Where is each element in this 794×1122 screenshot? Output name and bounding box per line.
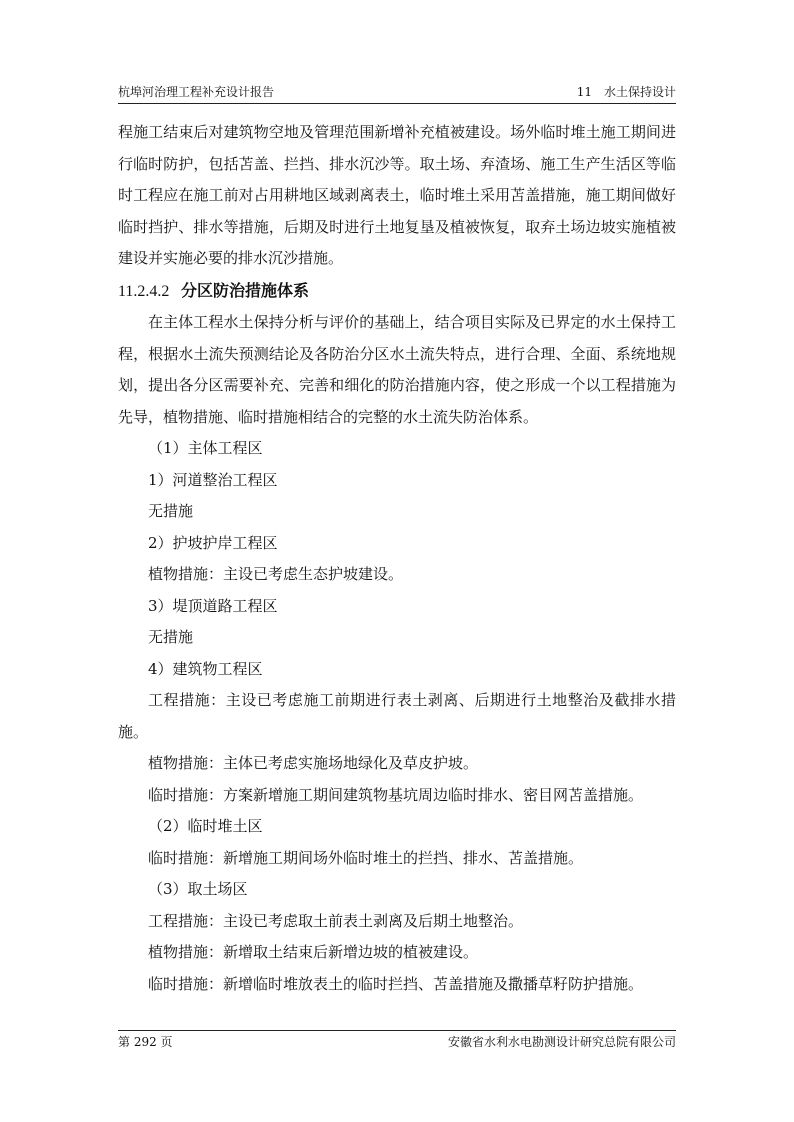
list-item: 1）河道整治工程区 (148, 470, 278, 489)
list-item: 工程措施：主设已考虑取土前表土剥离及后期土地整治。 (148, 911, 524, 930)
section-heading (118, 275, 676, 308)
list-item: 临时措施：方案新增施工期间建筑物基坑周边临时排水、密目网苫盖措施。 (148, 785, 644, 804)
list-item: 无措施 (148, 628, 194, 646)
list-item: 植物措施：新增取土结束后新增边坡的植被建设。 (148, 943, 479, 961)
chapter-title: 11 水土保持设计 (576, 85, 676, 99)
footer-divider (118, 1030, 676, 1031)
list-item: 4）建筑物工程区 (148, 659, 263, 678)
list-item: 植物措施：主设已考虑生态护坡建设。 (148, 565, 404, 583)
page-body (118, 117, 676, 1000)
list-item: 临时措施：新增施工期间场外临时堆土的拦挡、排水、苫盖措施。 (148, 848, 584, 867)
page-header (118, 82, 676, 102)
section-paragraph: 在主体工程水土保持分析与评价的基础上，结合项目实际及已界定的水土保持工程，根据水土流失预测结论及各防治分区水土流失特点，进行合理、全面、系统地规划，提出各分区需要补充、完善和细化的防治措施内容，使之形成一个以工程措施为先导，植物措施、临时措施相结合的完整的水土流失防治体系。 (118, 313, 676, 426)
list-item: 3）堤顶道路工程区 (148, 596, 278, 615)
list-item: （3）取土场区 (148, 880, 248, 898)
page-footer (118, 1032, 676, 1052)
list-item: 工程措施：主设已考虑施工前期进行表土剥离、后期进行土地整治及截排水措施。 (118, 691, 676, 741)
organization-name: 安徽省水利水电勘测设计研究总院有限公司 (447, 1035, 676, 1049)
measure-list (118, 433, 676, 1000)
list-item: 2）护坡护岸工程区 (148, 533, 278, 552)
list-item: 植物措施：主体已考虑实施场地绿化及草皮护坡。 (148, 754, 479, 772)
header-divider (118, 103, 676, 104)
page-number: 第 292 页 (118, 1035, 173, 1049)
section-title: 分区防治措施体系 (180, 280, 309, 300)
section-number: 11.2.4.2 (118, 282, 170, 300)
list-item: （2）临时堆土区 (148, 817, 263, 835)
report-title: 杭埠河治理工程补充设计报告 (118, 85, 275, 99)
list-item: 无措施 (148, 502, 194, 520)
intro-paragraph: 程施工结束后对建筑物空地及管理范围新增补充植被建设。场外临时堆土施工期间进行临时防护，包括苫盖、拦挡、排水沉沙等。取土场、弃渣场、施工生产生活区等临时工程应在施工前对占用耕地区域剥离表土，临时堆土采用苫盖措施，施工期间做好临时挡护、排水等措施，后期及时进行土地复垦及植被恢复，取弃土场边坡实施植被建设并实施必要的排水沉沙措施。 (118, 123, 676, 267)
list-item: （1）主体工程区 (148, 439, 263, 457)
list-item: 临时措施：新增临时堆放表土的临时拦挡、苫盖措施及撒播草籽防护措施。 (148, 974, 644, 993)
